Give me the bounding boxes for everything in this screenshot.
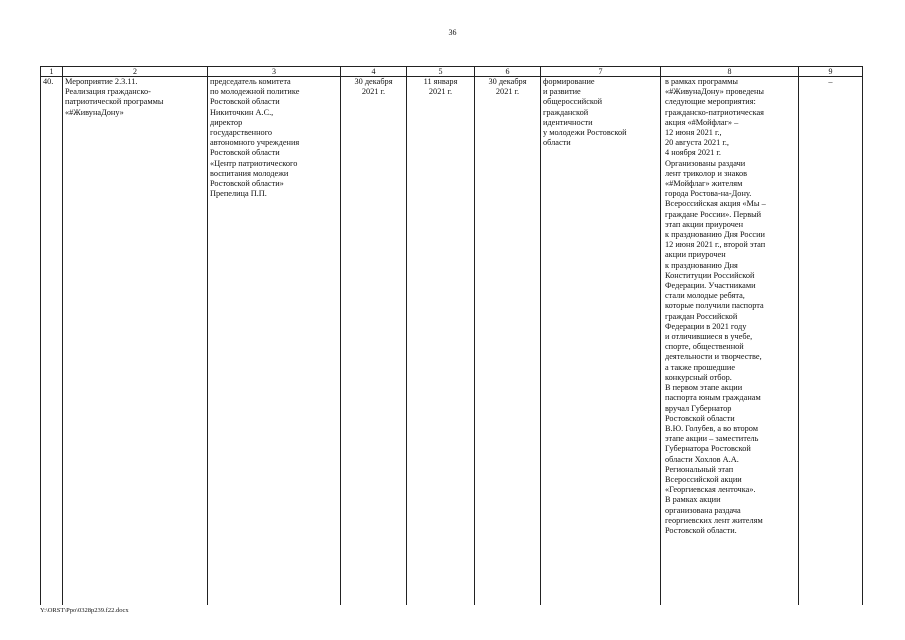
text-line: Конституции Российской [665, 270, 755, 280]
header-cell: 5 [407, 67, 475, 77]
header-cell: 6 [475, 67, 541, 77]
activity-text [65, 77, 205, 118]
text-line: председатель комитета [210, 77, 291, 86]
text-line: лент триколор и знаков [665, 168, 748, 178]
text-line: области [543, 138, 571, 148]
text-line: конкурсный отбор. [665, 372, 732, 382]
text-line: гражданской [543, 107, 589, 117]
text-line: Ростовской области» [210, 179, 284, 189]
text-line: 20 августа 2021 г., [665, 138, 729, 148]
text-line: 12 июня 2021 г., [665, 128, 722, 138]
responsible-cell [208, 77, 341, 606]
text-line: акция «#Мойфлаг» – [665, 117, 739, 127]
text-line: 2021 г. [428, 87, 453, 97]
text-line: «#ЖивунаДону» проведены [665, 87, 764, 97]
text-line: формирование [543, 77, 595, 86]
text-line: по молодежной политике [210, 87, 300, 97]
file-path: Y:\ORST\Ppo\0328p239.f22.docx [40, 607, 129, 614]
text-line: а также прошедшие [665, 362, 736, 372]
text-line: организована раздача [665, 505, 741, 515]
text-line: которые получили паспорта [665, 301, 764, 311]
text-line: паспорта юным гражданам [665, 393, 761, 403]
text-line: идентичности [543, 117, 593, 127]
text-line: Мероприятие 2.3.11. [65, 77, 138, 86]
header-cell: 8 [661, 67, 799, 77]
date-end-text [477, 77, 538, 97]
text-line: 30 декабря [354, 77, 393, 86]
text-line: стали молодые ребята, [665, 291, 745, 301]
date-start-cell [341, 77, 407, 606]
text-line: воспитания молодежи [210, 168, 289, 178]
date-start-text [343, 77, 404, 97]
text-line: В первом этапе акции [665, 383, 743, 393]
date-actual-start-cell [407, 77, 475, 606]
text-line: в рамках программы [665, 77, 738, 86]
text-line: Всероссийской акции [665, 474, 742, 484]
text-line: государственного [210, 128, 273, 138]
activity-cell [63, 77, 208, 606]
header-cell: 7 [541, 67, 661, 77]
text-line: В.Ю. Голубев, а во втором [665, 423, 759, 433]
date-actual-start-text [409, 77, 472, 97]
text-line: 2021 г. [495, 87, 520, 97]
text-line: граждане России». Первый [665, 209, 762, 219]
text-line: к празднованию Дня [665, 260, 738, 270]
text-line: Реализация гражданско- [65, 87, 151, 97]
text-line: Препелица П.П. [210, 189, 267, 199]
text-line: акции приурочен [665, 250, 726, 260]
text-line: патриотической программы [65, 97, 164, 107]
text-line: Губернатора Ростовской [665, 444, 751, 454]
header-cell: 3 [208, 67, 341, 77]
text-line: Федерации в 2021 году [665, 321, 747, 331]
date-end-cell [475, 77, 541, 606]
text-line: автономного учреждения [210, 138, 300, 148]
text-line: общероссийской [543, 97, 603, 107]
text-line: спорте, общественной [665, 342, 744, 352]
table-row [41, 77, 863, 606]
header-cell: 2 [63, 67, 208, 77]
text-line: 12 июня 2021 г., второй этап [665, 240, 766, 250]
text-line: гражданско-патриотическая [665, 107, 764, 117]
text-line: В рамках акции [665, 495, 721, 505]
text-line: деятельности и творчестве, [665, 352, 762, 362]
text-line: Ростовской области [665, 413, 735, 423]
progress-text [665, 77, 796, 536]
text-line: Ростовской области [210, 97, 280, 107]
text-line: «Центр патриотического [210, 158, 298, 168]
text-line: георгиевских лент жителям [665, 515, 763, 525]
responsible-text [210, 77, 338, 199]
text-line: 4 ноября 2021 г. [665, 148, 721, 158]
text-line: и отличившиеся в учебе, [665, 332, 753, 342]
note-cell: – [799, 77, 863, 606]
text-line: «#ЖивунаДону» [65, 107, 124, 117]
text-line: граждан Российской [665, 311, 738, 321]
header-row [41, 67, 863, 77]
text-line: директор [210, 117, 243, 127]
text-line: 30 декабря [488, 77, 527, 86]
header-cell: 9 [799, 67, 863, 77]
header-cell: 1 [41, 67, 63, 77]
page-number: 36 [448, 28, 457, 37]
text-line: этапе акции – заместитель [665, 434, 759, 444]
text-line: Всероссийская акция «Мы – [665, 199, 766, 209]
result-cell [541, 77, 661, 606]
result-text [543, 77, 658, 148]
text-line: к празднованию Дня России [665, 230, 765, 240]
text-line: и развитие [543, 87, 581, 97]
text-line: города Ростова-на-Дону. [665, 189, 752, 199]
text-line: «#Мойфлаг» жителям [665, 179, 743, 189]
text-line: у молодежи Ростовской [543, 128, 627, 138]
text-line: Организованы раздачи [665, 158, 746, 168]
text-line: «Георгиевская ленточка». [665, 485, 756, 495]
header-cell: 4 [341, 67, 407, 77]
text-line: Региональный этап [665, 464, 734, 474]
text-line: Федерации. Участниками [665, 281, 756, 291]
text-line: следующие мероприятия: [665, 97, 756, 107]
report-table [40, 66, 863, 605]
text-line: этап акции приурочен [665, 219, 744, 229]
text-line: Никиточкин А.С., [210, 107, 274, 117]
text-line: вручал Губернатор [665, 403, 732, 413]
progress-cell [661, 77, 799, 606]
row-number: 40. [41, 77, 63, 606]
text-line: области Хохлов А.А. [665, 454, 739, 464]
text-line: 11 января [423, 77, 458, 86]
text-line: Ростовской области [210, 148, 280, 158]
text-line: 2021 г. [361, 87, 386, 97]
text-line: Ростовской области. [665, 525, 737, 535]
